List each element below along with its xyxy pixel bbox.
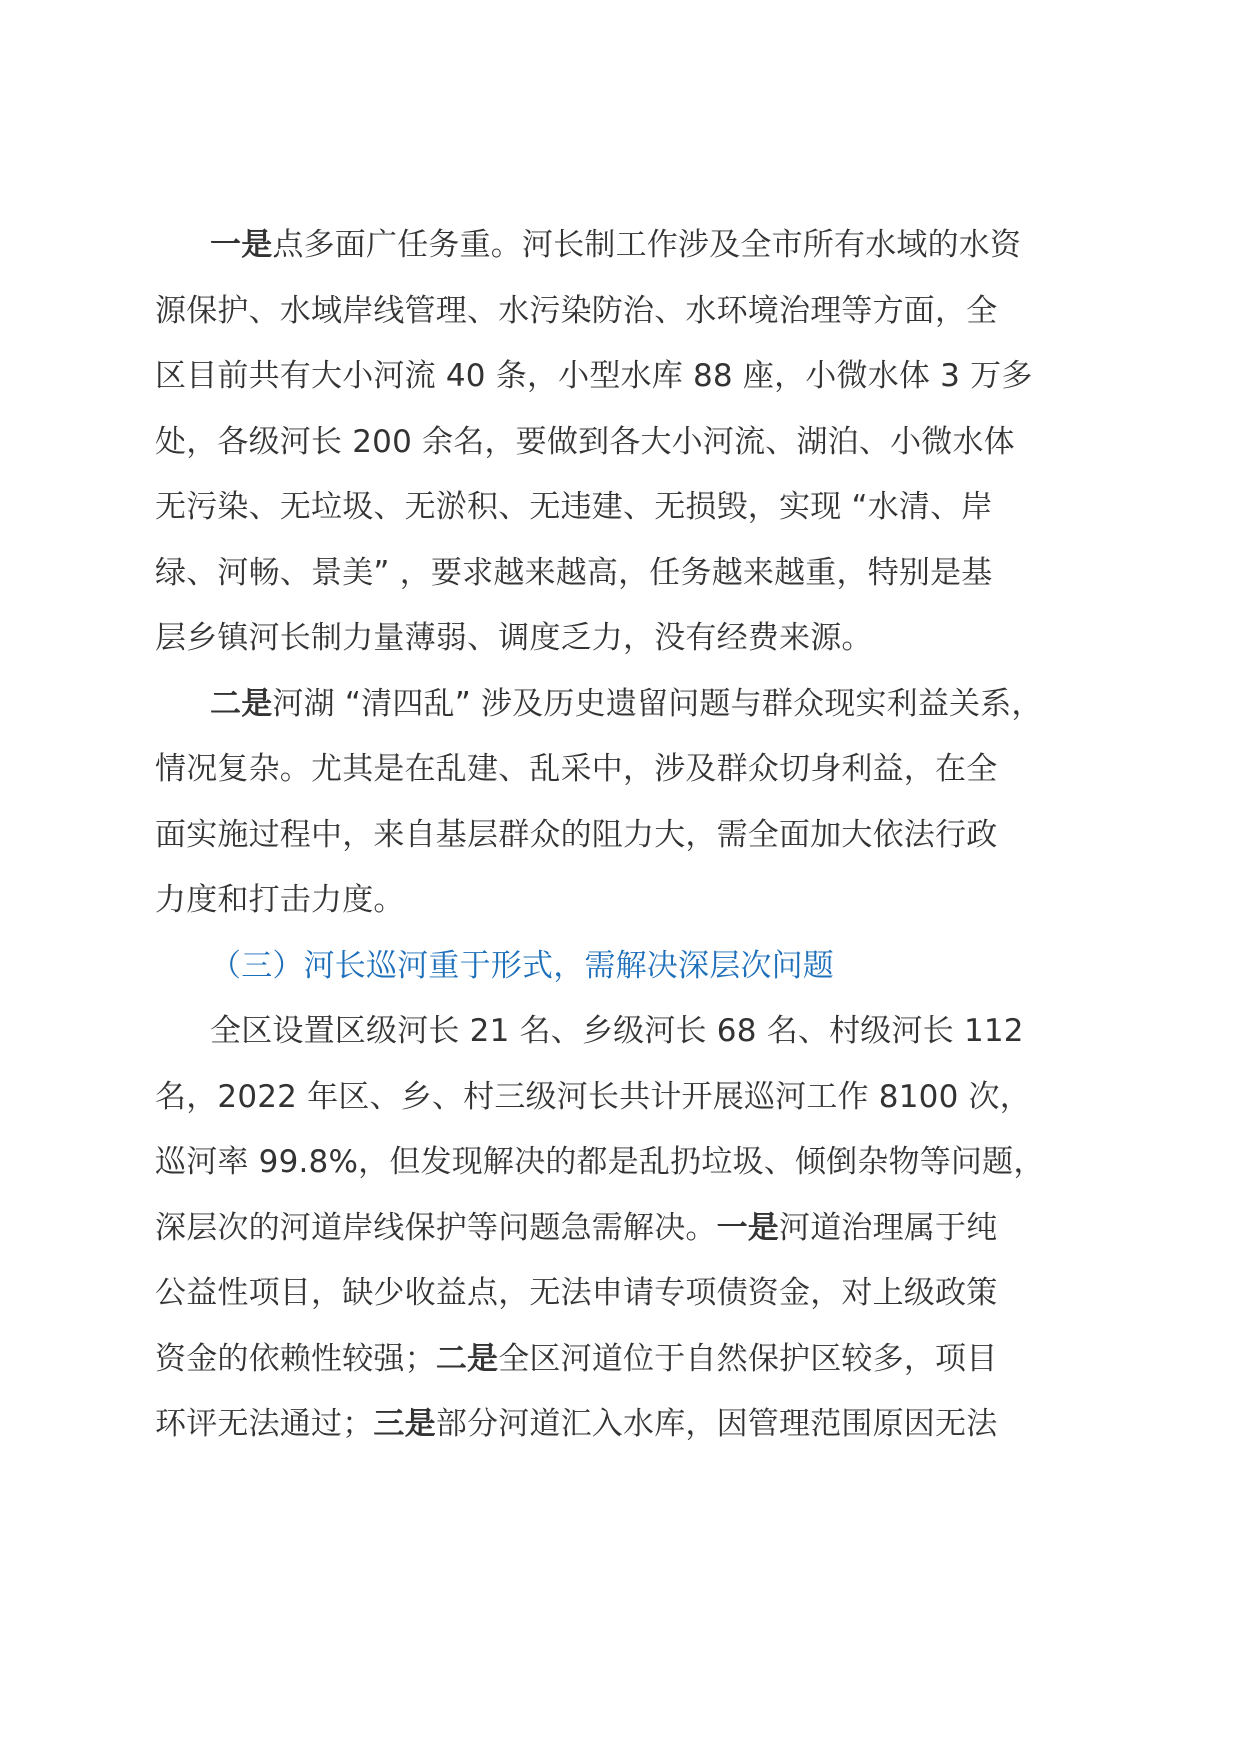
line-text: 全区河道位于自然保护区较多，项目 (498, 1340, 998, 1377)
line-text: 河道治理属于纯 (779, 1209, 998, 1246)
paragraph-line: 源保护、水域岸线管理、水污染防治、水环境治理等方面，全 (155, 292, 998, 329)
paragraph-line (155, 213, 1115, 279)
line-text: 深层次的河道岸线保护等问题急需解决。 (155, 1209, 717, 1246)
paragraph-line: 绿、河畅、景美” ，要求越来越高，任务越来越重，特别是基 (155, 554, 993, 591)
bold-lead: 二是 (435, 1340, 499, 1377)
paragraph-line (155, 1196, 1115, 1262)
paragraph-line: 无污染、无垃圾、无淤积、无违建、无损毁，实现 “水清、岸 (155, 489, 993, 525)
line-text: 部分河道汇入水库，因管理范围原因无法 (435, 1406, 998, 1442)
paragraph-section-3 (155, 999, 1115, 1458)
document-body (155, 213, 1115, 1458)
paragraph-point-2 (155, 672, 1115, 934)
paragraph-line: 巡河率 99.8%，但发现解决的都是乱扔垃圾、倾倒杂物等问题， (155, 1144, 1045, 1180)
paragraph-line: 名，2022 年区、乡、村三级河长共计开展巡河工作 8100 次， (155, 1078, 1031, 1115)
paragraph-line (155, 1392, 1115, 1458)
bold-lead: 一是 (210, 227, 273, 263)
line-text: 资金的依赖性较强； (155, 1340, 436, 1377)
paragraph-line (155, 672, 1115, 738)
paragraph-line: 层乡镇河长制力量薄弱、调度乏力，没有经费来源。 (155, 620, 873, 656)
paragraph-line (155, 1327, 1115, 1393)
paragraph-line: 公益性项目，缺少收益点，无法申请专项债资金，对上级政策 (155, 1275, 998, 1311)
line-text: 点多面广任务重。河长制工作涉及全市所有水域的水资 (272, 227, 1022, 263)
line-text: 环评无法通过； (155, 1406, 374, 1442)
paragraph-line: 情况复杂。尤其是在乱建、乱采中，涉及群众切身利益，在全 (155, 751, 998, 787)
paragraph-point-1 (155, 213, 1115, 672)
paragraph-line: 力度和打击力度。 (155, 882, 405, 918)
bold-lead: 一是 (716, 1209, 780, 1246)
paragraph-line: 区目前共有大小河流 40 条，小型水库 88 座，小微水体 3 万多 (155, 358, 1033, 394)
paragraph-line: 全区设置区级河长 21 名、乡级河长 68 名、村级河长 112 (210, 1013, 1024, 1049)
section-heading: （三）河长巡河重于形式，需解决深层次问题 (210, 947, 834, 984)
line-text: 河湖 “清四乱” 涉及历史遗留问题与群众现实利益关系， (272, 685, 1043, 722)
bold-lead: 二是 (210, 685, 273, 722)
paragraph-line: 面实施过程中，来自基层群众的阻力大，需全面加大依法行政 (155, 816, 998, 853)
bold-lead: 三是 (373, 1406, 436, 1442)
paragraph-line: 处，各级河长 200 余名，要做到各大小河流、湖泊、小微水体 (155, 423, 1015, 460)
